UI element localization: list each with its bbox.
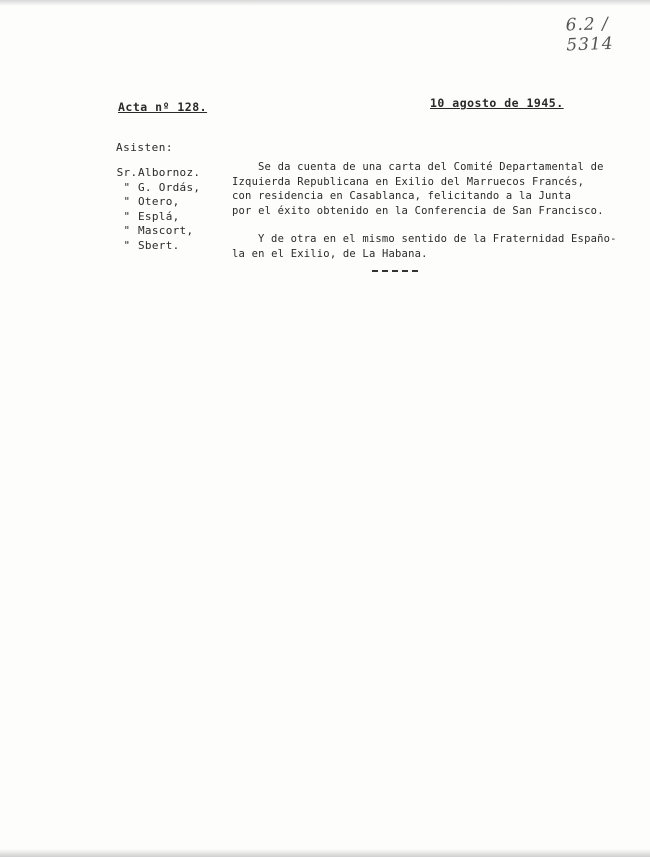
section-separator [372, 270, 418, 272]
paragraph-line: Y de otra en el mismo sentido de la Fraternidad Españo- [258, 233, 617, 245]
paragraph-line: Izquierda Republicana en Exilio del Marruecos Francés, [232, 175, 585, 188]
attendee-prefix: " [123, 209, 131, 223]
paragraph-line: la en el Exilio, de La Habana. [232, 247, 428, 260]
attendee-item [116, 239, 200, 254]
attendee-name: Mascort, [138, 224, 194, 237]
paragraph-carta-habana [232, 232, 617, 261]
paragraph-carta-casablanca [232, 160, 612, 218]
attendee-prefix: " [123, 180, 131, 194]
attendee-prefix: Sr. [116, 166, 138, 179]
attendee-name: Otero, [138, 195, 180, 208]
attendee-name: Albornoz. [138, 166, 201, 179]
attendee-item [116, 210, 200, 225]
attendee-item [116, 195, 200, 210]
paragraph-line: Se da cuenta de una carta del Comité Departamental de [258, 161, 604, 173]
minutes-body [232, 160, 617, 261]
paragraph-line: con residencia en Casablanca, felicitando a la Junta [232, 190, 572, 202]
attendee-list [116, 166, 200, 253]
attendee-name: Sbert. [138, 238, 180, 252]
attendee-prefix: " [123, 195, 131, 208]
attendee-item [116, 181, 200, 196]
attendee-name: G. Ordás, [138, 180, 201, 194]
attendees-label: Asisten: [116, 141, 173, 154]
paragraph-line: por el éxito obtenido en la Conferencia de San Francisco. [232, 204, 604, 217]
attendee-name: Esplá, [138, 209, 180, 223]
acta-number: Acta nº 128. [118, 100, 208, 114]
meeting-date: 10 agosto de 1945. [430, 96, 564, 110]
attendee-prefix: " [123, 238, 131, 252]
archive-reference: 6.2 / 5314 [565, 13, 614, 56]
scan-edge-bottom [0, 849, 650, 857]
attendee-prefix: " [123, 224, 131, 237]
attendee-item [116, 166, 200, 181]
scan-edge-top [0, 0, 650, 6]
attendee-item [116, 224, 200, 239]
